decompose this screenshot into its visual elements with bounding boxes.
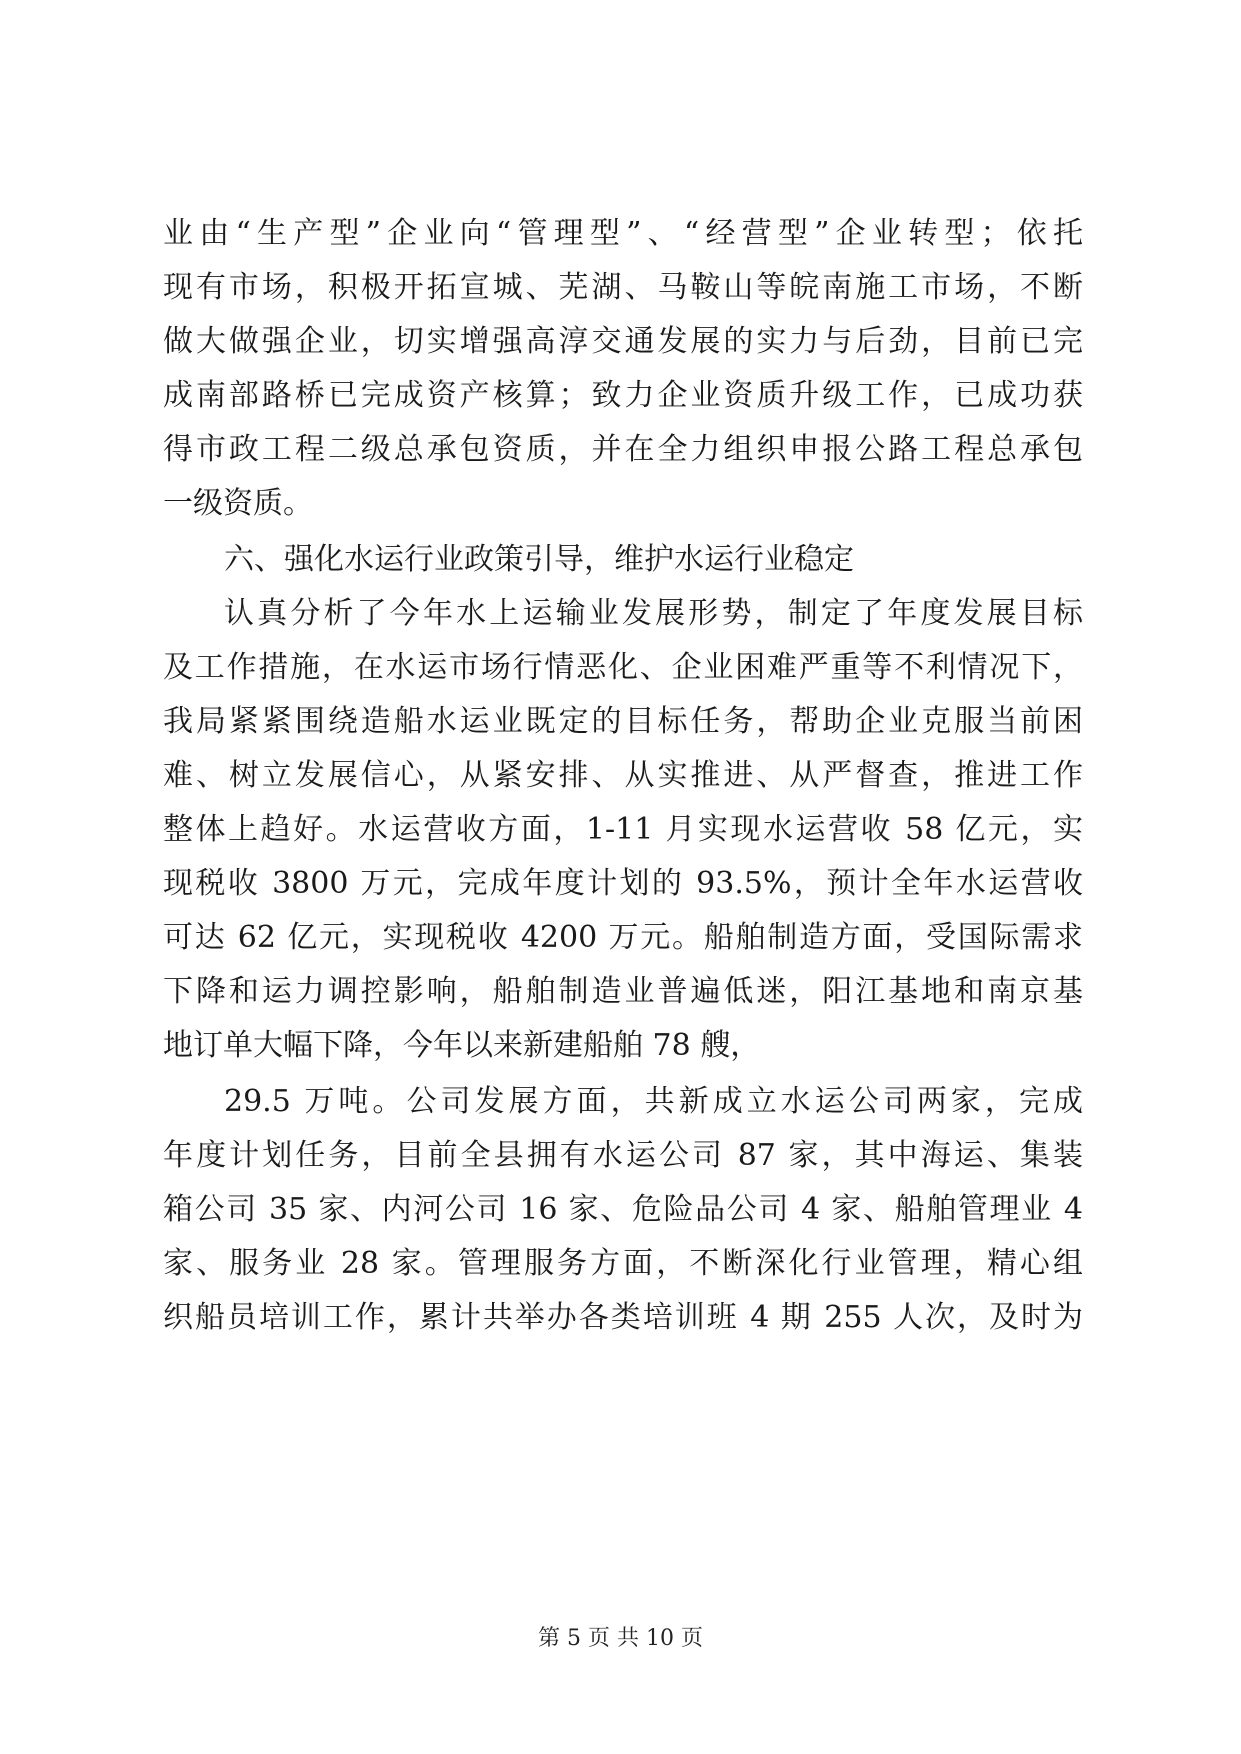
paragraph-1-line-2: 现有市场，积极开拓宣城、芜湖、马鞍山等皖南施工市场，不断 xyxy=(163,270,1083,305)
paragraph-2-line-8: 下降和运力调控影响，船舶制造业普遍低迷，阳江基地和南京基 xyxy=(163,974,1083,1009)
paragraph-3-line-1: 29.5 万吨。公司发展方面，共新成立水运公司两家，完成 xyxy=(224,1084,1083,1119)
paragraph-3-line-4: 家、服务业 28 家。管理服务方面，不断深化行业管理，精心组 xyxy=(163,1246,1083,1281)
section-heading: 六、强化水运行业政策引导，维护水运行业稳定 xyxy=(224,542,854,577)
paragraph-2-line-3: 我局紧紧围绕造船水运业既定的目标任务，帮助企业克服当前困 xyxy=(163,704,1083,739)
paragraph-3-line-3: 箱公司 35 家、内河公司 16 家、危险品公司 4 家、船舶管理业 4 xyxy=(163,1192,1083,1227)
paragraph-1-line-1: 业由“生产型”企业向“管理型”、“经营型”企业转型；依托 xyxy=(163,216,1083,251)
paragraph-2-line-4: 难、树立发展信心，从紧安排、从实推进、从严督查，推进工作 xyxy=(163,758,1083,793)
paragraph-2-line-9: 地订单大幅下降，今年以来新建船舶 78 艘， xyxy=(163,1028,761,1063)
paragraph-3-line-5: 织船员培训工作，累计共举办各类培训班 4 期 255 人次，及时为 xyxy=(163,1300,1083,1335)
paragraph-3-line-2: 年度计划任务，目前全县拥有水运公司 87 家，其中海运、集装 xyxy=(163,1138,1083,1173)
paragraph-1-line-3: 做大做强企业，切实增强高淳交通发展的实力与后劲，目前已完 xyxy=(163,324,1083,359)
paragraph-2-line-6: 现税收 3800 万元，完成年度计划的 93.5%，预计全年水运营收 xyxy=(163,866,1083,901)
paragraph-1-line-5: 得市政工程二级总承包资质，并在全力组织申报公路工程总承包 xyxy=(163,432,1083,467)
page-number-footer: 第 5 页 共 10 页 xyxy=(538,1626,703,1651)
paragraph-2-line-7: 可达 62 亿元，实现税收 4200 万元。船舶制造方面，受国际需求 xyxy=(163,920,1083,955)
paragraph-2-line-1: 认真分析了今年水上运输业发展形势，制定了年度发展目标 xyxy=(224,596,1083,631)
paragraph-2-line-5: 整体上趋好。水运营收方面，1-11 月实现水运营收 58 亿元，实 xyxy=(163,812,1083,847)
paragraph-1-line-4: 成南部路桥已完成资产核算；致力企业资质升级工作，已成功获 xyxy=(163,378,1083,413)
paragraph-2-line-2: 及工作措施，在水运市场行情恶化、企业困难严重等不利情况下， xyxy=(163,650,1083,685)
paragraph-1-line-6: 一级资质。 xyxy=(163,486,313,521)
